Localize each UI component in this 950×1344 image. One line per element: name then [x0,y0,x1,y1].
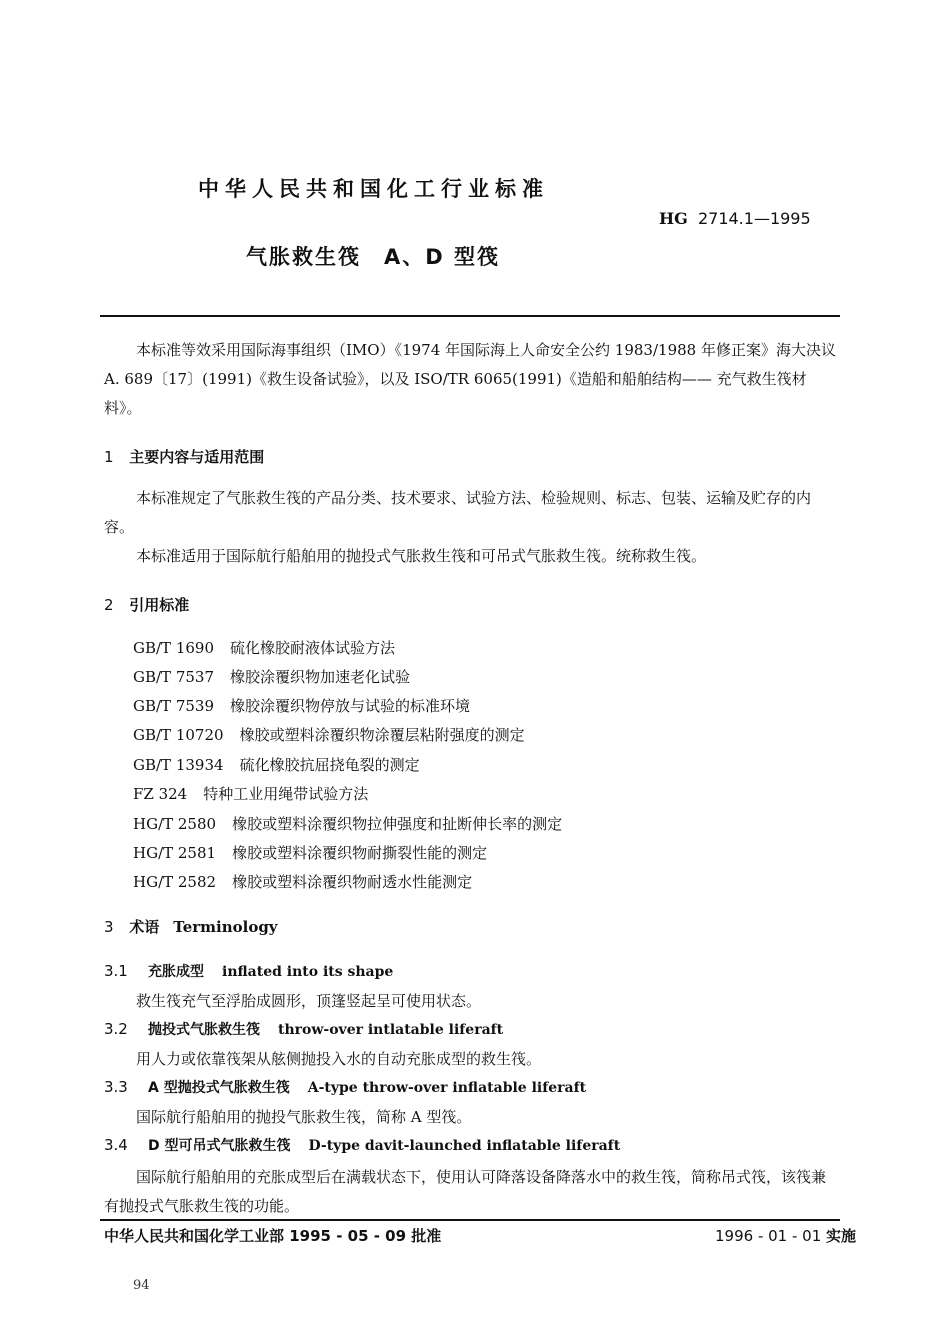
reference-code: HG/T 2581 [133,844,217,862]
reference-title: 橡胶或塑料涂覆织物涂覆层粘附强度的测定 [239,726,525,744]
reference-item [133,695,470,716]
term-title-en: A-type throw-over inflatable liferaft [307,1080,587,1096]
term-number: 3.1 [104,962,128,980]
term-title: 抛投式气胀救生筏 [148,1022,260,1038]
reference-code: HG/T 2582 [133,873,217,891]
term-definition: 国际航行船舶用的抛投气胀救生筏，简称 A 型筏。 [136,1108,472,1126]
reference-item [133,783,368,804]
reference-title: 硫化橡胶耐液体试验方法 [230,639,396,657]
reference-code: GB/T 7537 [133,668,215,686]
reference-title: 橡胶或塑料涂覆织物耐撕裂性能的测定 [232,844,488,862]
reference-item [133,637,395,658]
term-number: 3.3 [104,1078,128,1096]
section-number: 2 [104,596,114,614]
intro-paragraph: 本标准等效采用国际海事组织（IMO）《1974 年国际海上人命安全公约 1983/1988 年修正案》海大决议 A. 689〔17〕(1991)《救生设备试验》，以及 ISO/TR 6065(1991)《造船和船舶结构—— 充气救生筏材料》。 [104,341,836,417]
term-definition: 用人力或依靠筏架从舷侧抛投入水的自动充胀成型的救生筏。 [136,1050,542,1068]
term-title-en: throw-over intlatable liferaft [278,1022,504,1038]
effective-date: 1996 - 01 - 01 [715,1227,822,1245]
section-number: 3 [104,918,114,936]
term-title-en: D-type davit-launched inflatable liferaft [308,1138,621,1154]
term-title: A 型抛投式气胀救生筏 [148,1080,290,1096]
section-1-paragraph-1: 本标准规定了气胀救生筏的产品分类、技术要求、试验方法、检验规则、标志、包装、运输及贮存的内容。 [104,489,812,536]
reference-code: GB/T 7539 [133,697,215,715]
reference-title: 橡胶或塑料涂覆织物拉伸强度和扯断伸长率的测定 [232,815,563,833]
page-number: 94 [133,1278,150,1293]
section-2-heading [104,594,189,615]
section-title-en: Terminology [173,918,278,936]
document-title: 气胀救生筏 A、D 型筏 [246,245,500,269]
term-definition: 救生筏充气至浮胎成圆形，顶篷竖起呈可使用状态。 [136,992,482,1010]
section-title: 术语 [129,918,160,936]
section-title: 引用标准 [129,596,190,614]
term-title: D 型可吊式气胀救生筏 [148,1138,291,1154]
reference-code: GB/T 1690 [133,639,215,657]
approval-line: 中华人民共和国化学工业部 1995 - 05 - 09 批准 [104,1227,442,1245]
reference-title: 橡胶或塑料涂覆织物耐透水性能测定 [232,873,473,891]
section-title: 主要内容与适用范围 [129,448,265,466]
reference-item [133,813,562,834]
reference-title: 特种工业用绳带试验方法 [203,785,369,803]
term-title: 充胀成型 [148,964,204,980]
term-number: 3.4 [104,1136,128,1154]
section-3-heading [104,916,278,937]
issuing-body-heading: 中华人民共和国化工行业标准 [198,177,549,201]
reference-item [133,754,420,775]
section-number: 1 [104,448,114,466]
term-heading [104,1077,586,1097]
reference-code: GB/T 10720 [133,726,224,744]
term-heading [104,1135,620,1155]
reference-item [133,871,472,892]
reference-item [133,724,525,745]
term-heading [104,1019,503,1039]
reference-title: 硫化橡胶抗屈挠龟裂的测定 [239,756,420,774]
footer-divider [100,1219,840,1221]
reference-item [133,842,487,863]
standard-code: HG [659,209,688,228]
term-title-en: inflated into its shape [222,964,394,980]
reference-title: 橡胶涂覆织物加速老化试验 [230,668,411,686]
section-1-paragraph-2: 本标准适用于国际航行船舶用的抛投式气胀救生筏和可吊式气胀救生筏。统称救生筏。 [136,547,707,565]
effective-line [715,1225,856,1246]
effective-label: 实施 [826,1227,857,1245]
reference-code: GB/T 13934 [133,756,224,774]
reference-code: FZ 324 [133,785,188,803]
term-definition: 国际航行船舶用的充胀成型后在满载状态下，使用认可降落设备降落水中的救生筏，简称吊式筏，该筏兼有抛投式气胀救生筏的功能。 [104,1168,827,1215]
term-heading [104,961,393,981]
reference-item [133,666,410,687]
term-number: 3.2 [104,1020,128,1038]
header-divider [100,315,840,317]
standard-number-value: 2714.1—1995 [697,209,811,228]
standard-number [659,209,811,228]
section-1-heading [104,446,264,467]
reference-title: 橡胶涂覆织物停放与试验的标准环境 [230,697,471,715]
reference-code: HG/T 2580 [133,815,217,833]
